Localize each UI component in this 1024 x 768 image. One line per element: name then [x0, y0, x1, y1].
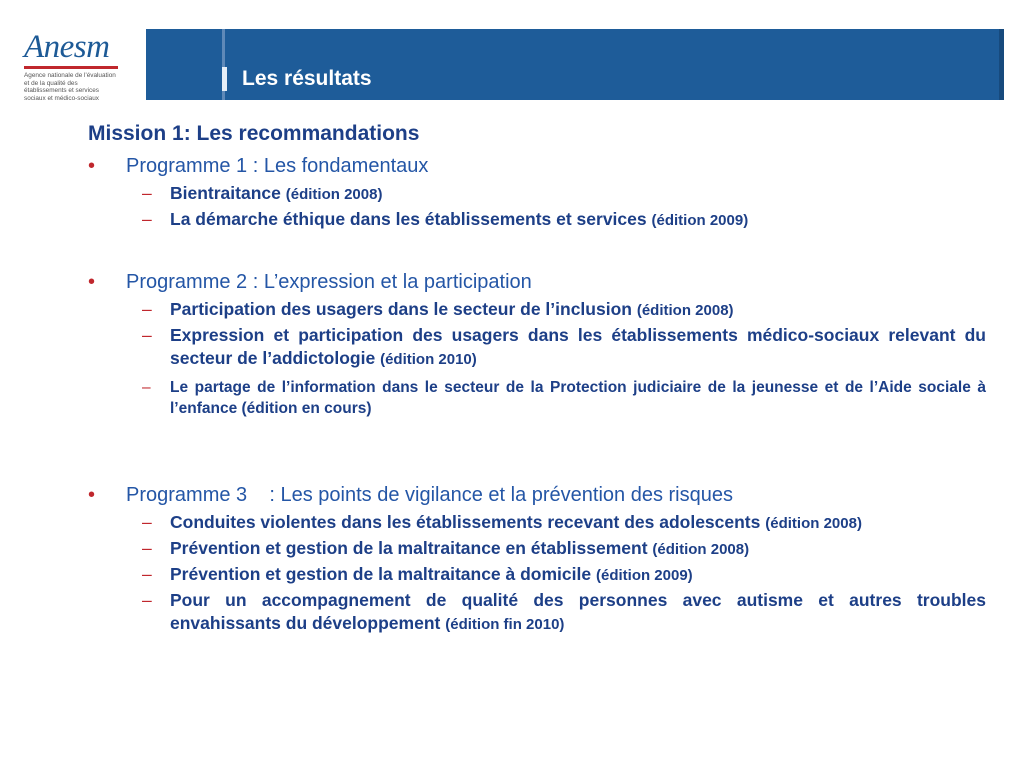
item-edition: (édition 2008) — [636, 302, 734, 319]
mission-heading: Mission 1: Les recommandations — [88, 122, 420, 145]
item-text: Bientraitance — [170, 183, 281, 203]
item-text: Conduites violentes dans les établissements recevant des adolescents — [170, 512, 761, 532]
header-marker — [222, 67, 227, 91]
item-text: Le partage de l’information dans le secteur de la Protection judiciaire de la jeunesse et de l’Aide sociale à l’enfance (édition en cours) — [170, 379, 986, 417]
programme-1 — [88, 152, 988, 180]
programme-2-items — [142, 298, 986, 419]
anesm-logo — [24, 30, 124, 102]
dash-icon: – — [142, 590, 152, 610]
logo-rule — [24, 66, 118, 69]
programme-1-items — [142, 182, 986, 232]
dash-icon: – — [142, 379, 151, 396]
dash-icon: – — [142, 325, 152, 345]
item-text: La démarche éthique dans les établissements et services — [170, 209, 647, 229]
item-edition: (édition fin 2010) — [445, 616, 565, 633]
list-item — [142, 182, 986, 206]
bullet-icon: • — [88, 155, 96, 177]
programme-label: Programme 2 : L’expression et la participation — [126, 271, 532, 293]
list-item — [142, 563, 986, 587]
item-text: Prévention et gestion de la maltraitance à domicile — [170, 564, 592, 584]
programme-label: Programme 1 : Les fondamentaux — [126, 155, 429, 177]
dash-icon: – — [142, 183, 152, 203]
item-edition: (édition 2009) — [595, 567, 693, 584]
programme-2 — [88, 268, 988, 296]
list-item — [142, 589, 986, 636]
programme-3-items — [142, 511, 986, 636]
item-text: Pour un accompagnement de qualité des personnes avec autisme et autres troubles envahissants du développement — [170, 590, 986, 633]
header-band — [146, 29, 1004, 100]
item-text: Participation des usagers dans le secteur de l’inclusion — [170, 299, 632, 319]
item-edition: (édition 2008) — [765, 515, 862, 532]
dash-icon: – — [142, 512, 152, 532]
list-item — [142, 377, 986, 419]
slide-content — [88, 120, 988, 638]
list-item — [142, 324, 986, 371]
list-item — [142, 298, 986, 322]
logo-wordmark: Anesm — [24, 29, 110, 65]
bullet-icon: • — [88, 484, 96, 506]
list-item — [142, 537, 986, 561]
header-edge — [999, 29, 1004, 100]
item-edition: (édition 2009) — [651, 212, 749, 229]
dash-icon: – — [142, 209, 152, 229]
item-text: Expression et participation des usagers dans les établissements médico-sociaux relevant du secteur de l’addictologie — [170, 325, 986, 368]
dash-icon: – — [142, 538, 152, 558]
dash-icon: – — [142, 564, 152, 584]
page-title: Les résultats — [242, 67, 372, 90]
logo-tagline: Agence nationale de l'évaluation et de la qualité des établissements et services sociaux et médico-sociaux — [24, 72, 116, 102]
list-item — [142, 511, 986, 535]
item-edition: (édition 2008) — [285, 186, 383, 203]
programme-label: Programme 3 : Les points de vigilance et la prévention des risques — [126, 484, 733, 506]
list-item — [142, 208, 986, 232]
item-edition: (édition 2010) — [380, 351, 477, 368]
dash-icon: – — [142, 299, 152, 319]
item-text: Prévention et gestion de la maltraitance en établissement — [170, 538, 648, 558]
programme-3 — [88, 481, 988, 509]
bullet-icon: • — [88, 271, 96, 293]
item-edition: (édition 2008) — [652, 541, 750, 558]
